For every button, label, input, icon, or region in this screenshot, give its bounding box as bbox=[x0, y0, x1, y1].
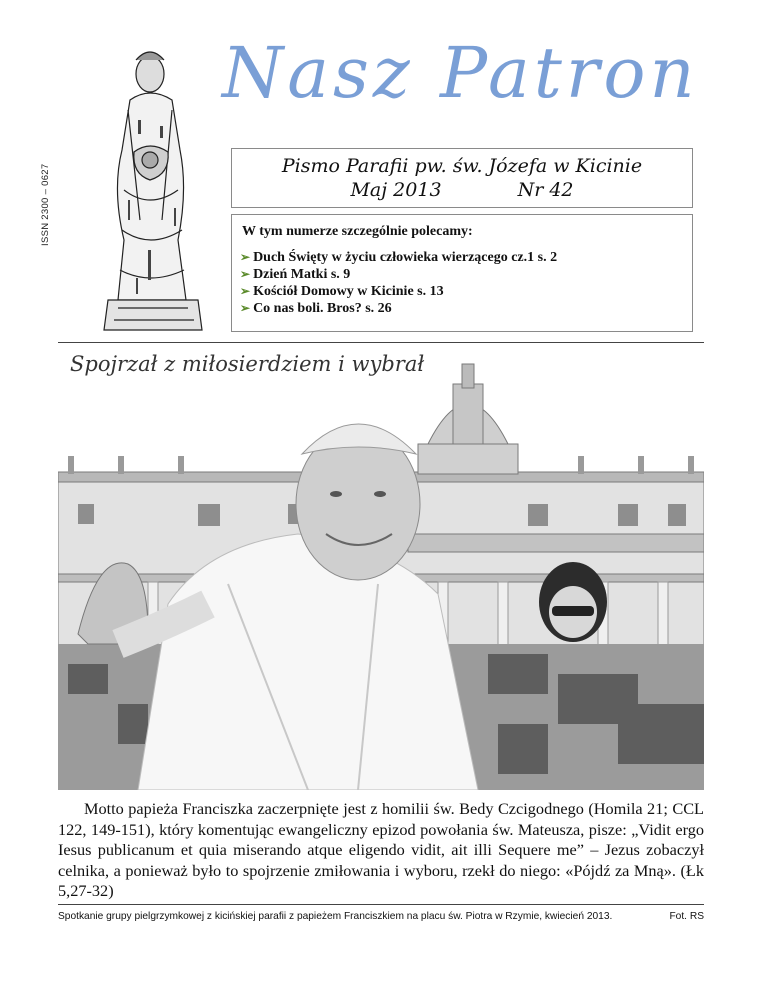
issue-line bbox=[232, 178, 692, 202]
arrow-bullet-icon: ➢ bbox=[240, 250, 251, 264]
toc-item bbox=[240, 249, 557, 266]
arrow-bullet-icon: ➢ bbox=[240, 267, 251, 281]
toc-item-label: Dzień Matki s. 9 bbox=[253, 267, 351, 282]
masthead-title: Nasz Patron bbox=[222, 32, 699, 114]
photo-credit: Fot. RS bbox=[669, 911, 704, 922]
toc-list bbox=[240, 249, 557, 317]
issue-number: Nr 42 bbox=[517, 179, 574, 201]
toc-item bbox=[240, 300, 557, 317]
issue-date: Maj 2013 bbox=[350, 179, 442, 201]
publication-subtitle: Pismo Parafii pw. św. Józefa w Kicinie bbox=[281, 155, 643, 177]
arrow-bullet-icon: ➢ bbox=[240, 301, 251, 315]
photo-caption: Spotkanie grupy pielgrzymkowej z kicińskiej parafii z papieżem Franciszkiem na placu św. Piotra w Rzymie, kwiecień 2013. bbox=[58, 911, 613, 922]
woman-in-background bbox=[539, 562, 607, 642]
issn-number: ISSN 2300 – 0627 bbox=[40, 163, 51, 246]
table-of-contents-box bbox=[231, 214, 693, 332]
cover-photo-pope-francis bbox=[58, 344, 704, 790]
toc-item bbox=[240, 283, 557, 300]
divider-line bbox=[58, 342, 704, 343]
toc-item-label: Duch Święty w życiu człowieka wierzącego cz.1 s. 2 bbox=[253, 250, 558, 265]
divider-line bbox=[58, 904, 704, 905]
publication-info-box bbox=[231, 148, 693, 208]
toc-item-label: Co nas boli. Bros? s. 26 bbox=[253, 301, 392, 316]
toc-item bbox=[240, 266, 557, 283]
toc-item-label: Kościół Domowy w Kicinie s. 13 bbox=[253, 284, 444, 299]
st-joseph-statue-illustration bbox=[78, 40, 228, 332]
article-title: Spojrzał z miłosierdziem i wybrał bbox=[70, 352, 425, 376]
toc-heading: W tym numerze szczególnie polecamy: bbox=[242, 224, 473, 239]
arrow-bullet-icon: ➢ bbox=[240, 284, 251, 298]
article-body: Motto papieża Franciszka zaczerpnięte jest z homilii św. Bedy Czcigodnego (Homila 21; CCL 122, 149-151), który komentując ewangeliczny epizod powołania św. Mateusza, pisze: „Vidit ergo Iesus publicanum et quia miserando atque eligendo vidit, ait illi Sequere me” – Jezus zobaczył celnika, a ponieważ było to spojrzenie zmiłowania i wyboru, rzekł do niego: «Pójdź za Mną». (Łk 5,27-32) bbox=[58, 799, 704, 900]
